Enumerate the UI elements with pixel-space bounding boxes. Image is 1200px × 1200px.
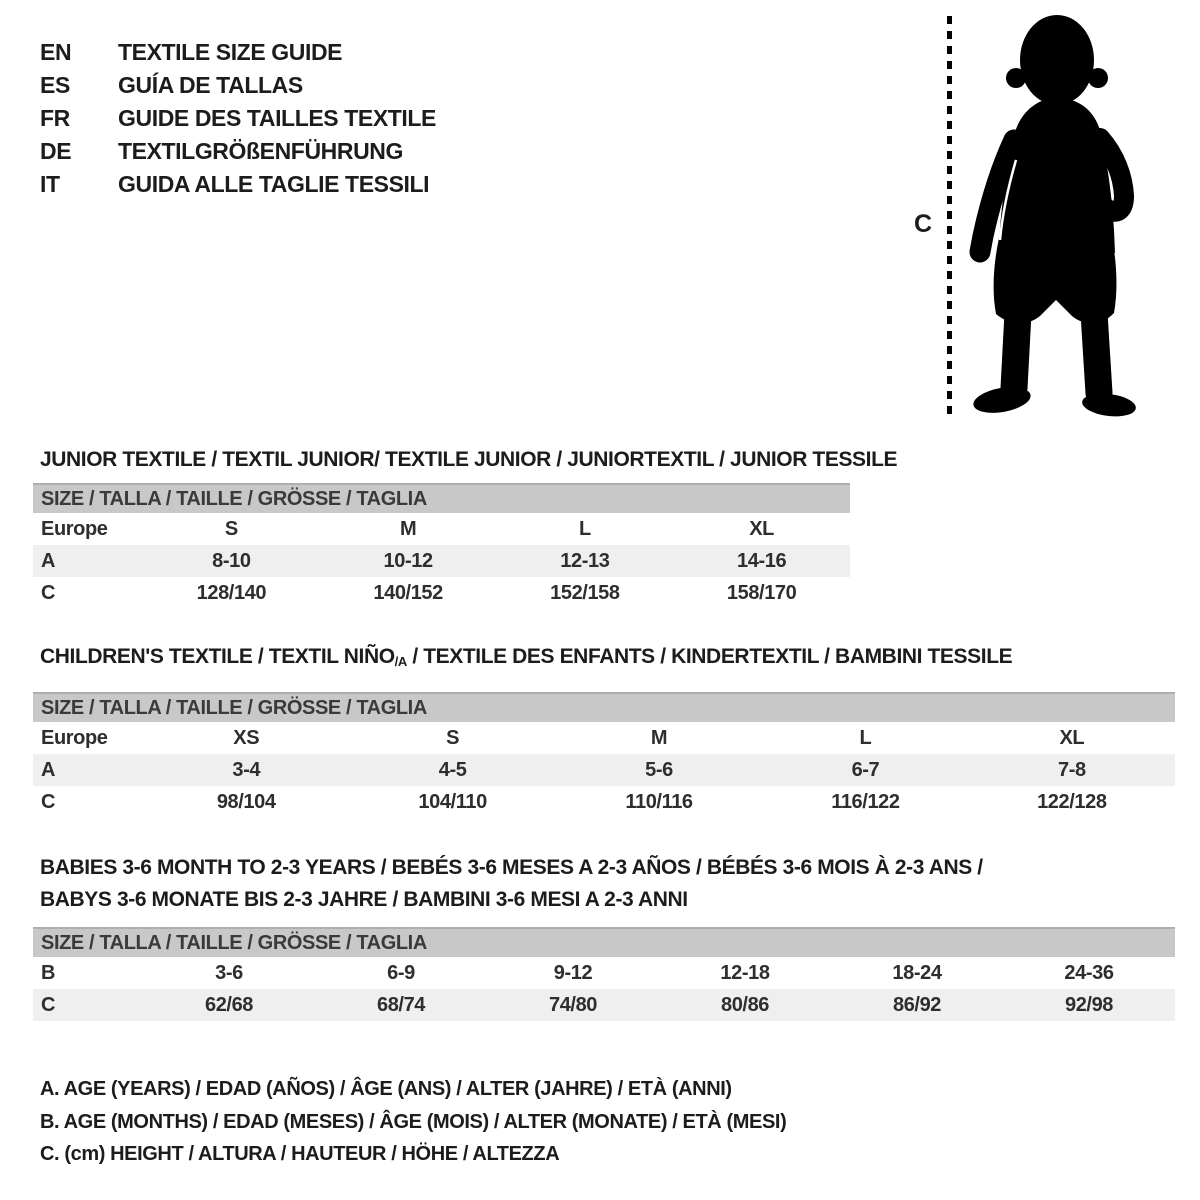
size-header-bar xyxy=(33,927,1175,957)
row-label: A xyxy=(41,549,56,572)
junior-textile-table xyxy=(33,483,850,609)
table-cell: 92/98 xyxy=(1064,993,1114,1016)
lang-code: DE xyxy=(40,138,72,164)
height-figure xyxy=(0,0,1200,430)
table-cell: 128/140 xyxy=(196,581,267,604)
size-header-bar xyxy=(33,483,850,513)
row-label: C xyxy=(41,581,56,604)
table-row xyxy=(33,786,1175,818)
table-cell: 62/68 xyxy=(204,993,254,1016)
table-cell: 14-16 xyxy=(737,549,787,572)
size-header-bar xyxy=(33,692,1175,722)
childrens-textile-title xyxy=(40,645,1012,674)
size-header-label: SIZE / TALLA / TAILLE / GRÖSSE / TAGLIA xyxy=(41,487,427,510)
legend-line-b: B. AGE (MONTHS) / EDAD (MESES) / ÂGE (MOIS) / ALTER (MONATE) / ETÀ (MESI) xyxy=(40,1110,787,1133)
row-label: B xyxy=(41,961,56,984)
title-segment: CHILDREN'S TEXTILE / TEXTIL NIÑO xyxy=(40,645,395,668)
table-cell: 8-10 xyxy=(212,549,251,572)
legend-line-a: A. AGE (YEARS) / EDAD (AÑOS) / ÂGE (ANS) / ALTER (JAHRE) / ETÀ (ANNI) xyxy=(40,1078,732,1100)
table-cell: 6-7 xyxy=(851,758,880,781)
table-row xyxy=(33,989,1175,1021)
table-cell: M xyxy=(650,726,668,749)
table-cell: 140/152 xyxy=(373,581,443,604)
table-row xyxy=(33,513,850,545)
lang-code: FR xyxy=(40,105,70,131)
table-cell: 158/170 xyxy=(726,581,797,604)
lang-code: ES xyxy=(40,72,70,98)
table-cell: 12-13 xyxy=(560,549,610,572)
babies-textile-title xyxy=(40,852,983,916)
lang-label: GUÍA DE TALLAS xyxy=(118,72,303,98)
title-subscript: /A xyxy=(394,653,407,669)
table-cell: 86/92 xyxy=(892,993,942,1016)
table-cell: S xyxy=(224,517,238,540)
table-cell: 104/110 xyxy=(418,790,487,813)
table-cell: 12-18 xyxy=(720,961,770,984)
table-cell: 10-12 xyxy=(383,549,433,572)
table-cell: 152/158 xyxy=(550,581,620,604)
table-cell: 3-6 xyxy=(215,961,243,984)
table-cell: 68/74 xyxy=(376,993,426,1016)
table-cell: 98/104 xyxy=(216,790,276,813)
row-label: A xyxy=(41,758,56,781)
babies-title-line1: BABIES 3-6 MONTH TO 2-3 YEARS / BEBÉS 3-6 MESES A 2-3 AÑOS / BÉBÉS 3-6 MOIS À 2-3 ANS / xyxy=(40,856,983,879)
lang-label: GUIDA ALLE TAGLIE TESSILI xyxy=(118,171,430,197)
table-row xyxy=(33,754,1175,786)
junior-textile-title: JUNIOR TEXTILE / TEXTIL JUNIOR/ TEXTILE JUNIOR / JUNIORTEXTIL / JUNIOR TESSILE xyxy=(40,448,898,471)
table-cell: 3-4 xyxy=(232,758,261,781)
table-cell: S xyxy=(446,726,460,749)
table-cell: 6-9 xyxy=(387,961,415,984)
legend-line-c: C. (cm) HEIGHT / ALTURA / HAUTEUR / HÖHE / ALTEZZA xyxy=(40,1143,560,1165)
table-cell: 4-5 xyxy=(438,758,467,781)
table-cell: 116/122 xyxy=(831,790,900,813)
row-label: Europe xyxy=(41,726,108,749)
table-row xyxy=(33,577,850,609)
table-cell: 7-8 xyxy=(1057,758,1086,781)
table-cell: XL xyxy=(1059,726,1085,749)
childrens-textile-table xyxy=(33,692,1175,818)
lang-code: IT xyxy=(40,171,60,197)
measure-c-label: C xyxy=(914,210,933,238)
table-cell: 80/86 xyxy=(720,993,770,1016)
row-label: Europe xyxy=(41,517,108,540)
lang-label: TEXTILE SIZE GUIDE xyxy=(118,39,343,65)
babies-textile-table xyxy=(33,927,1175,1021)
table-cell: 122/128 xyxy=(1037,790,1107,813)
table-row xyxy=(33,545,850,577)
table-cell: 9-12 xyxy=(553,961,593,984)
baby-toddler-silhouette-icon xyxy=(952,8,1152,420)
table-cell: L xyxy=(859,726,872,749)
table-cell: XL xyxy=(749,517,774,540)
table-cell: XS xyxy=(233,726,260,749)
table-row xyxy=(33,957,1175,989)
babies-title-line2: BABYS 3-6 MONATE BIS 2-3 JAHRE / BAMBINI 3-6 MESI A 2-3 ANNI xyxy=(40,888,688,911)
table-cell: 24-36 xyxy=(1064,961,1114,984)
size-header-label: SIZE / TALLA / TAILLE / GRÖSSE / TAGLIA xyxy=(41,696,427,719)
table-cell: 74/80 xyxy=(548,993,598,1016)
table-row xyxy=(33,722,1175,754)
table-cell: L xyxy=(578,517,591,540)
title-segment: / TEXTILE DES ENFANTS / KINDERTEXTIL / BAMBINI TESSILE xyxy=(406,645,1013,668)
lang-label: GUIDE DES TAILLES TEXTILE xyxy=(118,105,436,131)
size-header-label: SIZE / TALLA / TAILLE / GRÖSSE / TAGLIA xyxy=(41,931,427,954)
legend-block xyxy=(40,1073,786,1171)
table-cell: M xyxy=(399,517,417,540)
row-label: C xyxy=(41,790,56,813)
lang-label: TEXTILGRÖßENFÜHRUNG xyxy=(118,138,403,164)
lang-code: EN xyxy=(40,39,72,65)
row-label: C xyxy=(41,993,56,1016)
table-cell: 5-6 xyxy=(645,758,673,781)
table-cell: 110/116 xyxy=(625,790,693,813)
table-cell: 18-24 xyxy=(892,961,942,984)
